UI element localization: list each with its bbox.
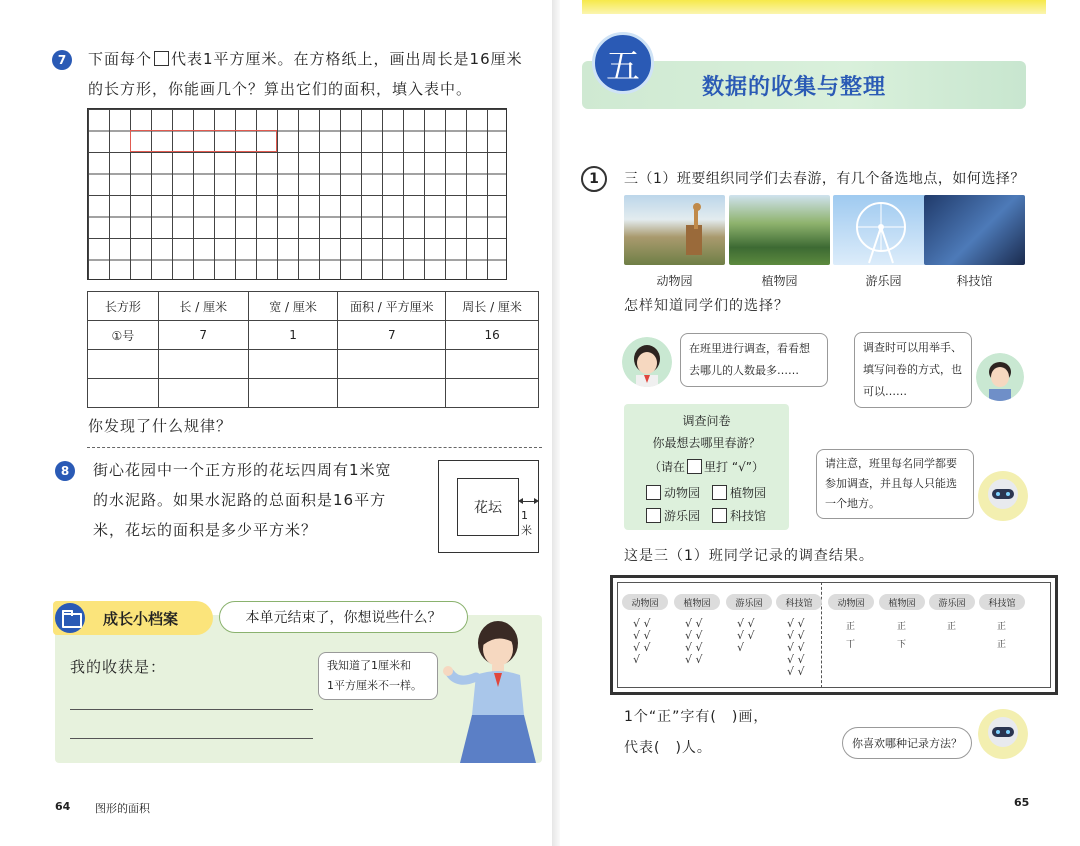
flowerbed-square: 花坛: [457, 478, 519, 536]
speech-line: 填写问卷的方式，也: [863, 363, 962, 376]
speech-line: 去哪儿的人数最多……: [689, 364, 799, 377]
record-header: 游乐园: [929, 594, 975, 610]
table-cell: 7: [338, 321, 446, 350]
question-7-number: 7: [52, 50, 72, 70]
record-header: 科技馆: [979, 594, 1025, 610]
instruction-b: 里打 “√”）: [704, 460, 764, 474]
survey-instruction: [624, 458, 789, 475]
question-8-line2: 的水泥路。如果水泥路的总面积是16平方: [93, 491, 387, 509]
question-1-number: 1: [581, 166, 607, 192]
survey-option[interactable]: [712, 484, 766, 501]
checkbox[interactable]: [712, 485, 727, 500]
girl-speech-line: 我知道了1厘米和: [327, 659, 411, 672]
checkbox-icon: [687, 459, 702, 474]
table-header: 长 / 厘米: [158, 292, 248, 321]
question-8-line1: 街心花园中一个正方形的花坛四周有1米宽: [93, 461, 392, 479]
speech-line: 一个地方。: [825, 497, 880, 510]
reflection-prompt-bubble: 本单元结束了，你想说些什么？: [219, 601, 468, 633]
path-width-label: 1米: [521, 509, 532, 537]
table-cell-blank[interactable]: [248, 350, 338, 379]
table-header: 面积 / 平方厘米: [338, 292, 446, 321]
question-7-line1: [88, 44, 523, 74]
option-label: 游乐园: [664, 509, 701, 523]
place-label: 游乐园: [865, 274, 902, 288]
survey-option[interactable]: [646, 484, 700, 501]
growth-record-title: 成长小档案: [103, 609, 179, 628]
drawn-rectangle: [130, 130, 277, 152]
check-tally: √ √ √ √ √: [737, 617, 755, 654]
zoo-photo: [624, 195, 725, 265]
q7-text-b: 代表1平方厘米。在方格纸上，画出周长是16厘米: [171, 50, 523, 68]
robot-avatar: [978, 470, 1028, 522]
table-row: [88, 350, 539, 379]
growth-record-tag: [53, 601, 213, 635]
girl-speech-line: 1平方厘米不一样。: [327, 679, 422, 692]
question-8-number: 8: [55, 461, 75, 481]
speech-line: 调查时可以用举手、: [863, 341, 962, 354]
robot-note-bubble: [816, 449, 974, 519]
check-tally: √ √ √ √ √ √ √ √: [685, 617, 703, 666]
speech-line: 可以……: [863, 385, 907, 398]
page-number-left: 64: [55, 800, 71, 813]
checkbox[interactable]: [646, 508, 661, 523]
amusement-park-photo: [833, 195, 934, 265]
survey-title: 调查问卷: [682, 414, 731, 428]
question-8-line3: 米，花坛的面积是多少平方米？: [93, 521, 318, 539]
table-header-row: [88, 292, 539, 321]
result-intro: 这是三（1）班同学记录的调查结果。: [624, 548, 874, 564]
girl-speech-bubble: [680, 333, 828, 387]
table-cell-blank[interactable]: [338, 379, 446, 408]
fill-in-line-2[interactable]: 代表( )人。: [624, 740, 712, 756]
place-label: 科技馆: [956, 274, 993, 288]
speech-line: 在班里进行调查，看看想: [689, 342, 810, 355]
speech-line: 请注意，班里每名同学都要: [825, 457, 957, 470]
tally-record-board: [610, 575, 1058, 695]
check-tally: √ √ √ √ √ √ √ √ √ √: [787, 617, 805, 678]
girl-speech-bubble: [318, 652, 438, 700]
writing-line[interactable]: [70, 709, 313, 710]
square-grid-paper[interactable]: [87, 108, 507, 280]
table-row: [88, 379, 539, 408]
question-1-text: 三（1）班要组织同学们去春游，有几个备选地点，如何选择？: [624, 171, 1025, 187]
table-cell-blank[interactable]: [446, 350, 539, 379]
zheng-tally: 正 丅: [846, 622, 856, 650]
place-label: 植物园: [761, 274, 798, 288]
survey-question: 你最想去哪里春游？: [652, 436, 761, 450]
table-cell-blank[interactable]: [248, 379, 338, 408]
record-header: 动物园: [828, 594, 874, 610]
zheng-tally: 正: [947, 622, 957, 632]
botanical-garden-photo: [729, 195, 830, 265]
instruction-a: （请在: [649, 460, 686, 474]
girl-illustration: [438, 615, 542, 765]
how-question: 怎样知道同学们的选择？: [624, 298, 789, 314]
science-museum-photo: [924, 195, 1025, 265]
garden-figure: [438, 460, 539, 553]
chapter-title: 数据的收集与整理: [702, 75, 887, 100]
table-cell: 16: [446, 321, 539, 350]
right-page: [560, 0, 1080, 846]
table-header: 宽 / 厘米: [248, 292, 338, 321]
boy-avatar: [976, 353, 1024, 401]
width-arrow-icon: [520, 501, 537, 502]
section-name: 图形的面积: [95, 802, 150, 815]
speech-line: 参加调查，并且每人只能选: [825, 477, 957, 490]
table-cell-blank[interactable]: [338, 350, 446, 379]
robot-avatar: [978, 708, 1028, 760]
writing-line[interactable]: [70, 738, 313, 739]
harvest-label: 我的收获是：: [70, 658, 167, 676]
table-cell-blank[interactable]: [158, 350, 248, 379]
place-label: 动物园: [656, 274, 693, 288]
option-label: 动物园: [664, 486, 701, 500]
survey-questionnaire: [624, 404, 789, 530]
top-color-band: [582, 0, 1046, 14]
record-header: 科技馆: [776, 594, 822, 610]
table-cell: 7: [158, 321, 248, 350]
zheng-tally: 正 正: [997, 622, 1007, 650]
fill-in-line-1[interactable]: 1个“正”字有( )画，: [624, 709, 769, 725]
zheng-tally: 正 下: [897, 622, 907, 650]
checkbox[interactable]: [646, 485, 661, 500]
rectangle-table: [87, 291, 539, 408]
unit-square-icon: [154, 51, 169, 66]
table-cell-blank[interactable]: [88, 379, 159, 408]
chapter-number-badge: 五: [592, 32, 654, 94]
folder-icon: [55, 603, 85, 633]
table-cell-blank[interactable]: [446, 379, 539, 408]
ferris-wheel-icon: [833, 195, 934, 265]
record-header: 动物园: [622, 594, 668, 610]
girl-avatar: [622, 337, 672, 387]
robot-question-bubble: 你喜欢哪种记录方法？: [842, 727, 972, 759]
record-header: 植物园: [879, 594, 925, 610]
question-7-line2: 的长方形，你能画几个？算出它们的面积，填入表中。: [88, 80, 473, 98]
record-header: 游乐园: [726, 594, 772, 610]
book-gutter: [552, 0, 560, 846]
check-tally: √ √ √ √ √ √ √: [633, 617, 651, 666]
table-cell: ①号: [88, 321, 159, 350]
table-cell-blank[interactable]: [158, 379, 248, 408]
page-number-right: 65: [1014, 796, 1030, 809]
survey-option[interactable]: [712, 507, 766, 524]
checkbox[interactable]: [712, 508, 727, 523]
table-header: 周长 / 厘米: [446, 292, 539, 321]
table-header: 长方形: [88, 292, 159, 321]
q7-text-a: 下面每个: [88, 50, 153, 68]
table-cell-blank[interactable]: [88, 350, 159, 379]
section-divider: [87, 447, 542, 448]
option-label: 植物园: [730, 486, 767, 500]
table-cell: 1: [248, 321, 338, 350]
survey-option[interactable]: [646, 507, 700, 524]
pattern-question: 你发现了什么规律？: [88, 417, 233, 435]
option-label: 科技馆: [730, 509, 767, 523]
table-row: [88, 321, 539, 350]
boy-speech-bubble: [854, 332, 972, 408]
giraffe-icon: [624, 195, 725, 265]
record-header: 植物园: [674, 594, 720, 610]
